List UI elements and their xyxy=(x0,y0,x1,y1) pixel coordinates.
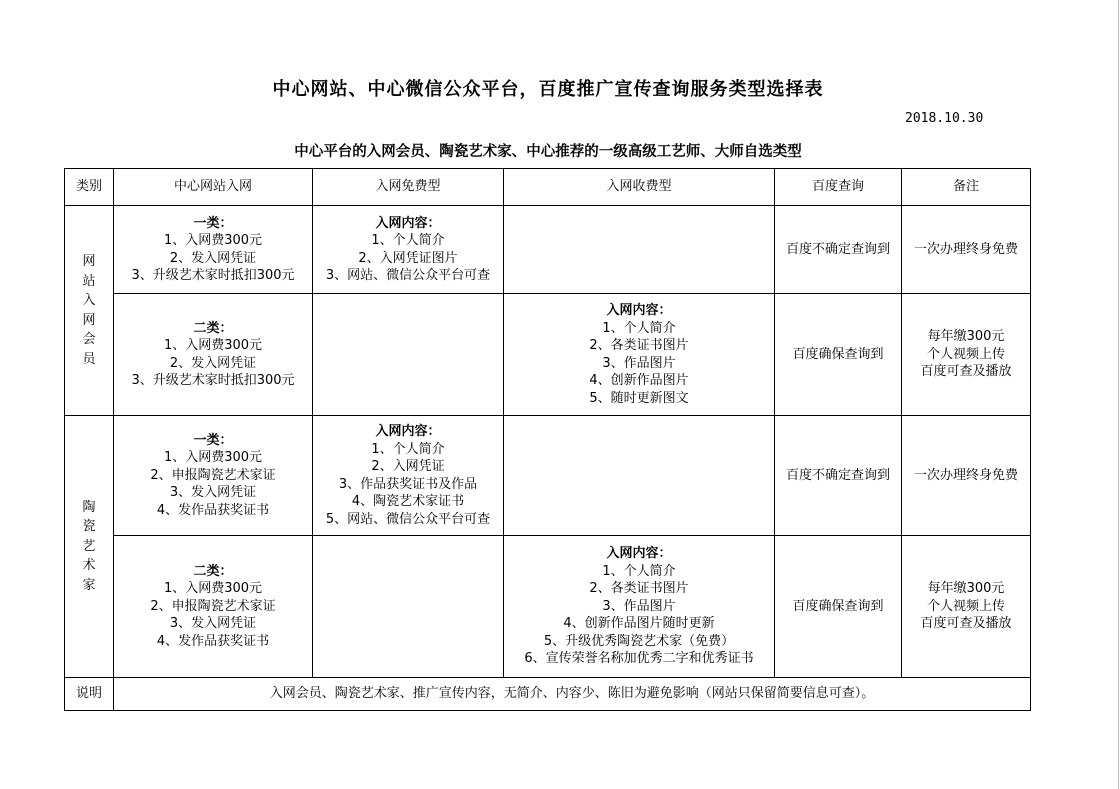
baidu-cell: 百度确保查询到 xyxy=(775,294,902,416)
baidu-cell: 百度不确定查询到 xyxy=(775,416,902,536)
category-cell: 陶 瓷 艺 术 家 xyxy=(65,416,114,678)
table-row xyxy=(65,536,1031,678)
note-row xyxy=(65,678,1031,711)
page-subtitle: 中心平台的入网会员、陶瓷艺术家、中心推荐的一级高级工艺师、大师自选类型 xyxy=(294,144,802,160)
remark-cell: 一次办理终身免费 xyxy=(902,206,1031,294)
header-cell: 中心网站入网 xyxy=(114,169,313,206)
table-row xyxy=(65,294,1031,416)
page-edge-line xyxy=(1118,0,1119,789)
paid-cell xyxy=(504,206,775,294)
header-cell: 入网收费型 xyxy=(504,169,775,206)
free-cell xyxy=(313,294,504,416)
free-cell xyxy=(313,536,504,678)
paid-cell: 入网内容： 1、个人简介 2、各类证书图片 3、作品图片 4、创新作品图片 5、随时更新图文 xyxy=(504,294,775,416)
site-cell: 二类： 1、入网费300元 2、申报陶瓷艺术家证 3、发入网凭证 4、发作品获奖证书 xyxy=(114,536,313,678)
remark-cell: 每年缴300元 个人视频上传 百度可查及播放 xyxy=(902,294,1031,416)
note-text: 入网会员、陶瓷艺术家、推广宣传内容，无简介、内容少、陈旧为避免影响（网站只保留简要信息可查）。 xyxy=(114,678,1031,711)
paid-cell: 入网内容： 1、个人简介 2、各类证书图片 3、作品图片 4、创新作品图片随时更新 5、升级优秀陶瓷艺术家（免费） 6、宣传荣誉名称加优秀二字和优秀证书 xyxy=(504,536,775,678)
table-row xyxy=(65,206,1031,294)
remark-cell: 每年缴300元 个人视频上传 百度可查及播放 xyxy=(902,536,1031,678)
free-cell: 入网内容： 1、个人简介 2、入网凭证 3、作品获奖证书及作品 4、陶瓷艺术家证书 5、网站、微信公众平台可查 xyxy=(313,416,504,536)
category-cell: 网 站 入 网 会 员 xyxy=(65,206,114,416)
header-row xyxy=(65,169,1031,206)
header-cell: 入网免费型 xyxy=(313,169,504,206)
site-cell: 一类： 1、入网费300元 2、申报陶瓷艺术家证 3、发入网凭证 4、发作品获奖证书 xyxy=(114,416,313,536)
header-cell: 备注 xyxy=(902,169,1031,206)
header-cell: 百度查询 xyxy=(775,169,902,206)
baidu-cell: 百度不确定查询到 xyxy=(775,206,902,294)
site-cell: 一类： 1、入网费300元 2、发入网凭证 3、升级艺术家时抵扣300元 xyxy=(114,206,313,294)
site-cell: 二类： 1、入网费300元 2、发入网凭证 3、升级艺术家时抵扣300元 xyxy=(114,294,313,416)
note-label: 说明 xyxy=(65,678,114,711)
free-cell: 入网内容： 1、个人简介 2、入网凭证图片 3、网站、微信公众平台可查 xyxy=(313,206,504,294)
service-table xyxy=(64,168,1031,711)
date-label: 2018.10.30 xyxy=(905,111,984,126)
remark-cell: 一次办理终身免费 xyxy=(902,416,1031,536)
table-row xyxy=(65,416,1031,536)
paid-cell xyxy=(504,416,775,536)
header-cell: 类别 xyxy=(65,169,114,206)
baidu-cell: 百度确保查询到 xyxy=(775,536,902,678)
page-title: 中心网站、中心微信公众平台，百度推广宣传查询服务类型选择表 xyxy=(272,79,824,100)
